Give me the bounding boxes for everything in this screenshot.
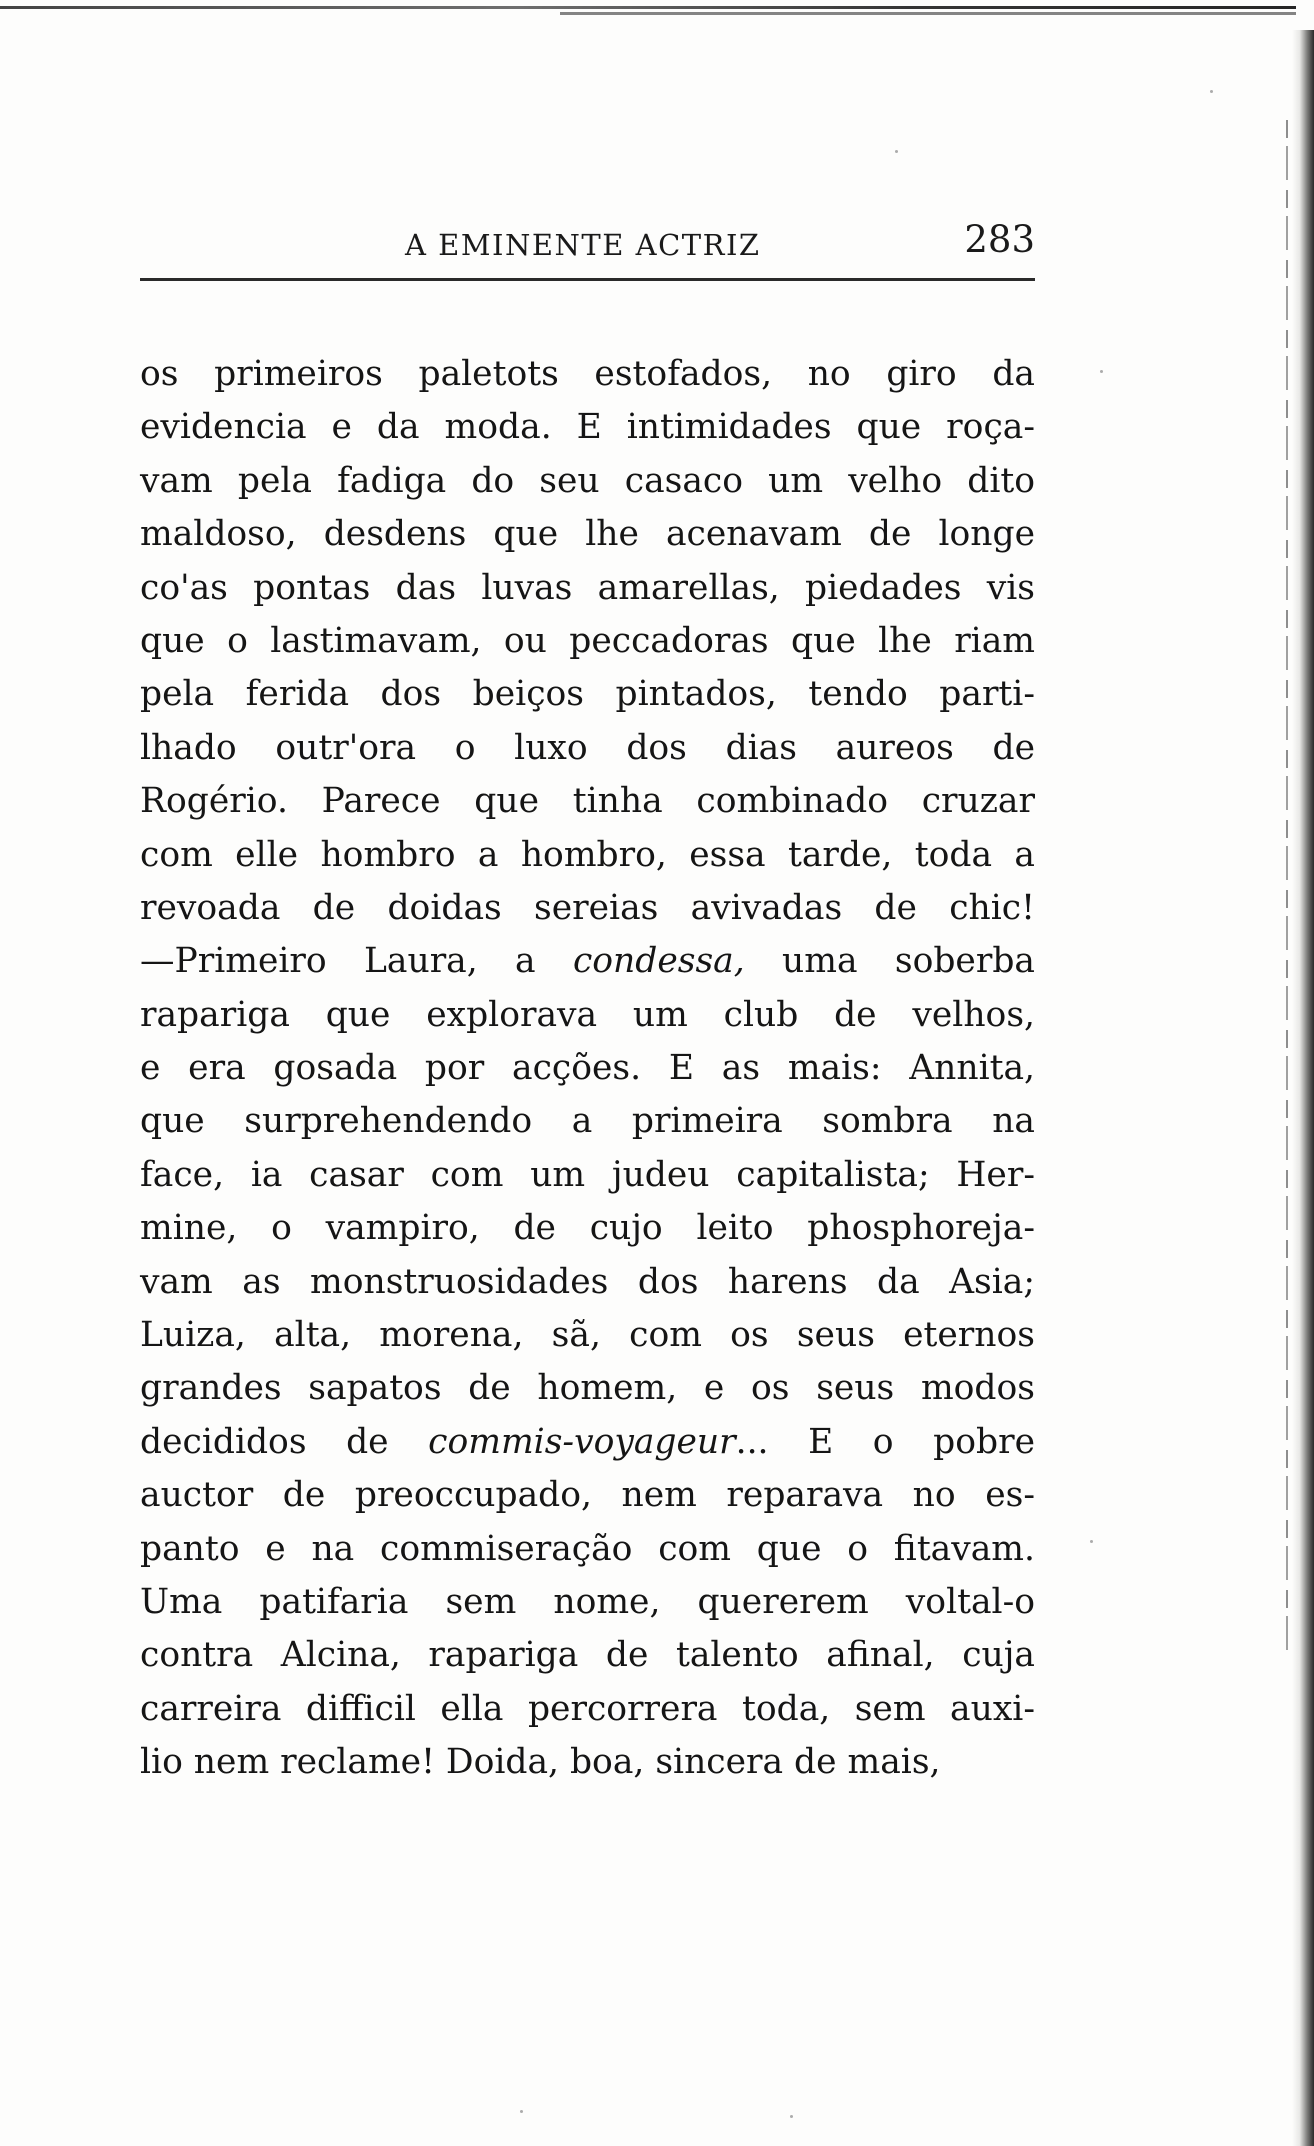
text-segment: Rogério. Parece que tinha combinado cruzar xyxy=(140,781,1035,822)
text-segment: ... E o pobre xyxy=(735,1421,1035,1462)
text-line xyxy=(140,615,1035,668)
text-segment: lio nem reclame! Doida, boa, sincera de mais, xyxy=(140,1742,941,1783)
text-segment: maldoso, desdens que lhe acenavam de longe xyxy=(140,514,1035,555)
paper-speck xyxy=(790,2115,793,2118)
text-line xyxy=(140,1042,1035,1095)
text-line xyxy=(140,1256,1035,1309)
gutter-line xyxy=(1286,120,1288,1660)
text-segment: face, ia casar com um judeu capitalista; Her- xyxy=(140,1154,1035,1195)
text-segment: uma soberba xyxy=(744,941,1035,982)
body-text xyxy=(140,348,1035,1790)
text-segment: pela ferida dos beiços pintados, tendo parti- xyxy=(140,674,1035,715)
text-line xyxy=(140,562,1035,615)
text-segment: com elle hombro a hombro, essa tarde, toda a xyxy=(140,834,1035,875)
text-line xyxy=(140,401,1035,454)
text-segment: Luiza, alta, morena, sã, com os seus eternos xyxy=(140,1315,1035,1356)
paper-speck xyxy=(520,2110,523,2113)
text-segment: grandes sapatos de homem, e os seus modos xyxy=(140,1368,1035,1409)
text-segment: auctor de preoccupado, nem reparava no es- xyxy=(140,1475,1035,1516)
text-line xyxy=(140,455,1035,508)
text-segment: e era gosada por acções. E as mais: Annita, xyxy=(140,1048,1035,1089)
text-line xyxy=(140,1149,1035,1202)
text-line xyxy=(140,1523,1035,1576)
text-segment: —Primeiro Laura, a xyxy=(140,941,573,982)
text-segment: vam pela fadiga do seu casaco um velho dito xyxy=(140,460,1035,501)
text-line xyxy=(140,348,1035,401)
text-segment: mine, o vampiro, de cujo leito phosphoreja- xyxy=(140,1208,1035,1249)
text-line xyxy=(140,1736,1035,1789)
running-header xyxy=(140,218,1035,268)
text-segment: co'as pontas das luvas amarellas, piedades vis xyxy=(140,567,1035,608)
text-segment: decididos de xyxy=(140,1421,429,1462)
running-title: A EMINENTE ACTRIZ xyxy=(405,228,761,262)
text-line xyxy=(140,1629,1035,1682)
text-line xyxy=(140,1416,1035,1469)
text-line xyxy=(140,1202,1035,1255)
text-line xyxy=(140,1469,1035,1522)
text-line xyxy=(140,1683,1035,1736)
text-line xyxy=(140,775,1035,828)
text-line xyxy=(140,1309,1035,1362)
text-line xyxy=(140,882,1035,935)
text-segment: vam as monstruosidades dos harens da Asia; xyxy=(140,1261,1035,1302)
book-spine-shadow xyxy=(1292,30,1314,2146)
italic-text-segment: commis-voyageur xyxy=(428,1421,736,1462)
text-line xyxy=(140,829,1035,882)
italic-text-segment: condessa, xyxy=(572,941,745,982)
paper-speck xyxy=(1090,1540,1093,1543)
text-line xyxy=(140,1095,1035,1148)
text-segment: que o lastimavam, ou peccadoras que lhe riam xyxy=(140,620,1035,661)
text-line xyxy=(140,989,1035,1042)
text-segment: que surprehendendo a primeira sombra na xyxy=(140,1101,1035,1142)
text-segment: lhado outr'ora o luxo dos dias aureos de xyxy=(140,727,1035,768)
paper-speck xyxy=(1100,370,1103,373)
text-segment: contra Alcina, rapariga de talento afinal, cuja xyxy=(140,1635,1035,1676)
text-line xyxy=(140,1576,1035,1629)
text-segment: revoada de doidas sereias avivadas de chic! xyxy=(140,887,1035,928)
header-rule xyxy=(140,278,1035,281)
text-line xyxy=(140,1362,1035,1415)
scan-top-edge-shadow xyxy=(560,12,1296,15)
paper-speck xyxy=(1210,90,1213,93)
text-segment: evidencia e da moda. E intimidades que roça- xyxy=(140,407,1035,448)
paper-speck xyxy=(895,150,898,153)
text-line xyxy=(140,668,1035,721)
text-line xyxy=(140,508,1035,561)
text-segment: panto e na commiseração com que o fitavam. xyxy=(140,1528,1035,1569)
text-segment: carreira difficil ella percorrera toda, sem auxi- xyxy=(140,1688,1035,1729)
text-line xyxy=(140,722,1035,775)
page-number: 283 xyxy=(964,218,1035,261)
text-segment: Uma patifaria sem nome, quererem voltal-o xyxy=(140,1581,1035,1622)
text-line xyxy=(140,935,1035,988)
scan-top-edge xyxy=(0,6,1296,9)
text-segment: os primeiros paletots estofados, no giro da xyxy=(140,354,1035,394)
text-segment: rapariga que explorava um club de velhos, xyxy=(140,994,1035,1035)
